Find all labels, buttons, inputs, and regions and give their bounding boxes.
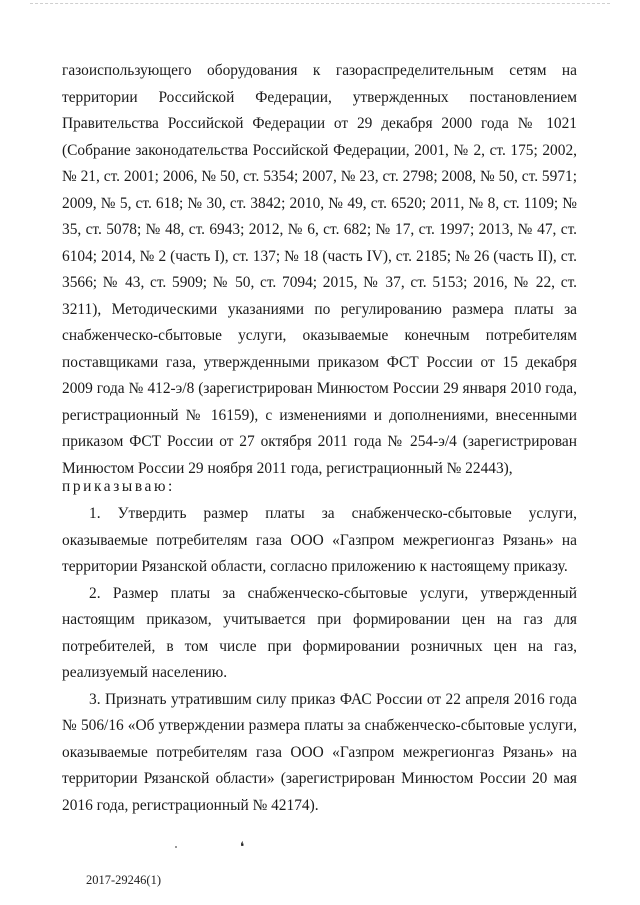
decree-word: приказываю: xyxy=(62,478,175,495)
intro-paragraph: газоиспользующего оборудования к газораспределительным сетям на территории Российской Федерации, утвержденных постановлением Правительства Российской Федерации от 29 декабря 2000 года № 1021 (Собрание законодательства Российской Федерации, 2001, № 2, ст. 175; 2002, № 21, ст. 2001; 2006, № 50, ст. 5354; 2007, № 23, ст. 2798; 2008, № 50, ст. 5971; 2009, № 5, ст. 618; № 30, ст. 3842; 2010, № 49, ст. 6520; 2011, № 8, ст. 1109; № 35, ст. 5078; № 48, ст. 6943; 2012, № 6, ст. 682; № 17, ст. 1997; 2013, № 47, ст. 6104; 2014, № 2 (часть I), ст. 137; № 18 (часть IV), ст. 2185; № 26 (часть II), ст. 3566; № 43, ст. 5909; № 50, ст. 7094; 2015, № 37, ст. 5153; 2016, № 22, ст. 3211), Методическими указаниями по регулированию размера платы за снабженческо-сбытовые услуги, оказываемые конечным потребителям поставщиками газа, утвержденными приказом ФСТ России от 15 декабря 2009 года № 412-э/8 (зарегистрирован Минюстом России 29 января 2010 года, регистрационный № 16159), с изменениями и дополнениями, внесенными приказом ФСТ России от 27 октября 2011 года № 254-э/4 (зарегистрирован Минюстом России 29 ноября 2011 года, регистрационный № 22443), xyxy=(62,62,577,477)
order-item-1: 1. Утвердить размер платы за снабженческо-сбытовые услуги, оказываемые потребителям газа ООО «Газпром межрегионгаз Рязань» на территории Рязанской области, согласно приложению к настоящему приказу. xyxy=(62,505,577,575)
scan-mark: ❛ xyxy=(240,839,245,854)
top-scan-edge xyxy=(30,3,610,4)
scan-speck xyxy=(175,846,177,848)
order-item-3: 3. Признать утратившим силу приказ ФАС России от 22 апреля 2016 года № 506/16 «Об утверждении размера платы за снабженческо-сбытовые услуги, оказываемые потребителям газа ООО «Газпром межрегионгаз Рязань» на территории Рязанской области» (зарегистрирован Минюстом России 20 мая 2016 года, регистрационный № 42174). xyxy=(62,690,577,814)
intro-paragraph-block xyxy=(62,58,577,482)
document-number: 2017-29246(1) xyxy=(86,873,161,887)
order-item-2: 2. Размер платы за снабженческо-сбытовые услуги, утвержденный настоящим приказом, учитывается при формировании цен на газ для потребителей, в том числе при формировании розничных цен на газ, реализуемый населению. xyxy=(62,584,577,681)
order-items xyxy=(62,501,577,819)
